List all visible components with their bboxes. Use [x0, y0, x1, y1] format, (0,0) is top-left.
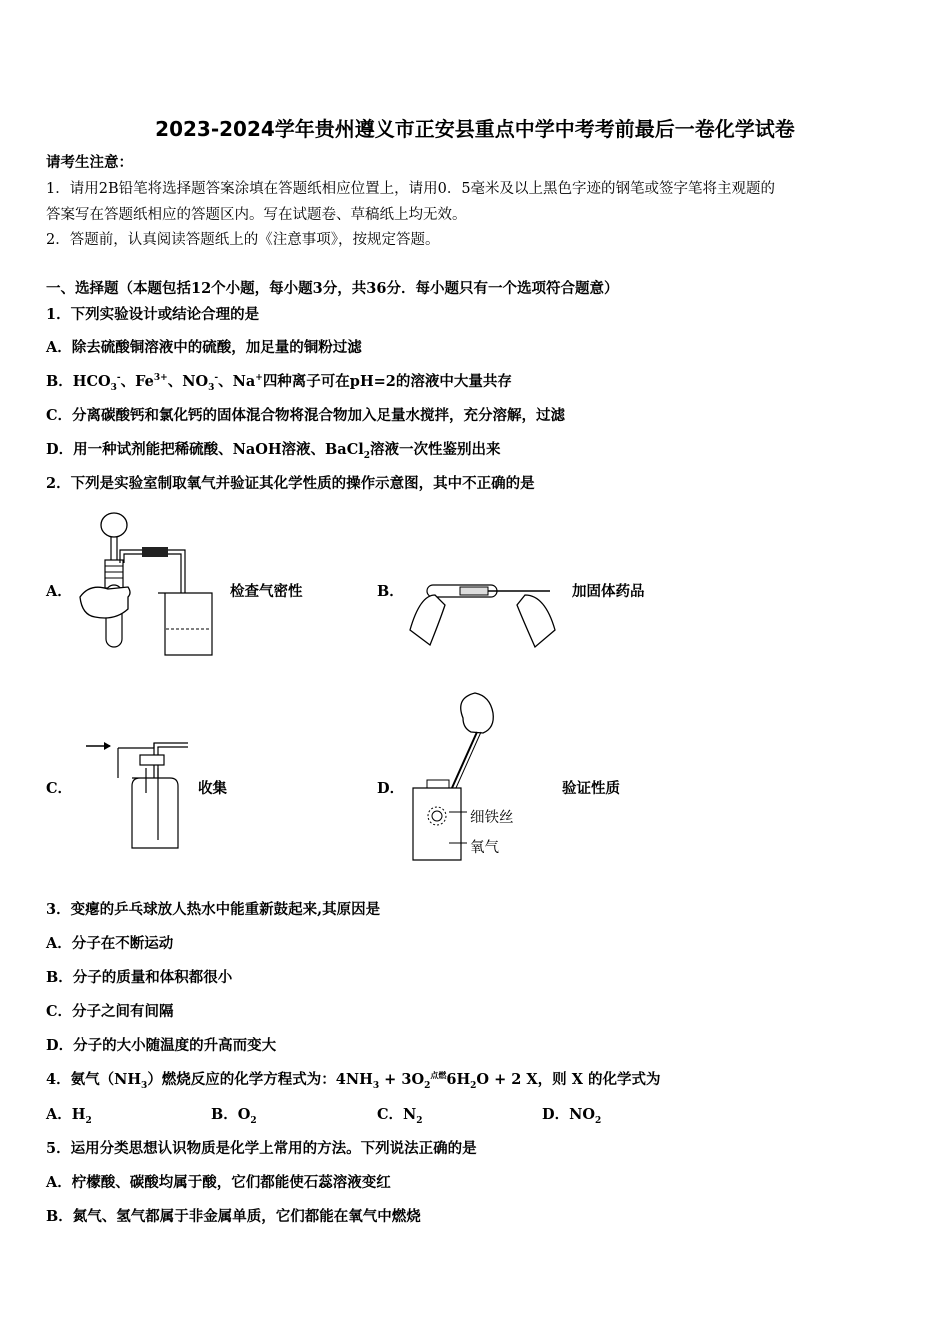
- q2-option-c-label: 收集: [198, 780, 227, 797]
- page-title: 2023-2024学年贵州遵义市正安县重点中学中考考前最后一卷化学试卷: [155, 117, 795, 141]
- q2-figure-b-adding-solid: [405, 575, 560, 655]
- q2-option-b-letter: B．: [377, 583, 404, 600]
- q4-reaction-condition: 点燃: [430, 1070, 447, 1081]
- q2-option-d-label: 验证性质: [562, 780, 620, 797]
- q2-figure-d-tag-gas: 氧气: [470, 840, 499, 856]
- q2-option-a-label: 检查气密性: [230, 583, 303, 600]
- section-heading: 一、选择题（本题包括12个小题，每小题3分，共36分．每小题只有一个选项符合题意）: [46, 280, 619, 297]
- q2-option-a-letter: A．: [46, 583, 72, 600]
- q3-option-b: B．分子的质量和体积都很小: [46, 969, 233, 986]
- q2-option-d-letter: D．: [377, 780, 405, 797]
- q5-stem: 5．运用分类思想认识物质是化学上常用的方法。下列说法正确的是: [46, 1140, 477, 1157]
- q4-option-b: B．$O_2$: [211, 1106, 257, 1126]
- q4-option-c: C．$N_2$: [377, 1106, 423, 1126]
- q2-option-b-label: 加固体药品: [572, 583, 645, 600]
- q3-stem: 3．变瘪的乒乓球放人热水中能重新鼓起来,其原因是: [46, 901, 381, 918]
- q4-option-a: A．$H_2$: [46, 1106, 92, 1126]
- q5-option-b: B．氮气、氢气都属于非金属单质，它们都能在氧气中燃烧: [46, 1208, 421, 1225]
- notice-heading: 请考生注意：: [46, 154, 133, 171]
- q3-option-c: C．分子之间有间隔: [46, 1003, 174, 1020]
- q2-figure-a-airtightness-apparatus: [70, 505, 230, 660]
- q5-option-a: A．柠檬酸、碳酸均属于酸，它们都能使石蕊溶液变红: [46, 1174, 391, 1191]
- q1-option-c: C．分离碳酸钙和氯化钙的固体混合物将混合物加入足量水搅拌，充分溶解，过滤: [46, 407, 566, 424]
- q1-option-d: D．用一种试剂能把稀硫酸、NaOH溶液、BaCl$_2$溶液一次性鉴别出来: [46, 441, 501, 461]
- q2-figure-d-tag-wire: 细铁丝: [470, 810, 514, 826]
- q4-stem: 4．氨气$(NH_3)$燃烧反应的化学方程式为：$4NH_3 + 3O_2^{点燃}6H_2O + 2$ X，则 X 的化学式为: [46, 1070, 661, 1091]
- notice-item-2: 2．答题前，认真阅读答题纸上的《注意事项》，按规定答题。: [46, 232, 440, 248]
- q1-option-a: A．除去硫酸铜溶液中的硫酸，加足量的铜粉过滤: [46, 339, 362, 356]
- notice-item-1-line-2: 答案写在答题纸相应的答题区内。写在试题卷、草稿纸上均无效。: [46, 207, 467, 223]
- q4-option-d: D．$NO_2$: [542, 1106, 602, 1126]
- q1-stem: 1．下列实验设计或结论合理的是: [46, 306, 260, 323]
- notice-item-1-line-1: 1．请用2B铅笔将选择题答案涂填在答题纸相应位置上，请用0．5毫米及以上黑色字迹的钢笔或签字笔将主观题的: [46, 181, 776, 197]
- q1-option-b: B．$HCO_3^-$、$Fe^{3+}$、$NO_3^-$、Na+四种离子可在pH=2的溶液中大量共存: [46, 373, 512, 393]
- q3-option-a: A．分子在不断运动: [46, 935, 174, 952]
- q2-stem: 2．下列是实验室制取氧气并验证其化学性质的操作示意图，其中不正确的是: [46, 475, 535, 492]
- q3-option-d: D．分子的大小随温度的升高而变大: [46, 1037, 277, 1054]
- q2-figure-c-gas-bottle: [82, 738, 197, 853]
- q2-option-c-letter: C．: [46, 780, 73, 797]
